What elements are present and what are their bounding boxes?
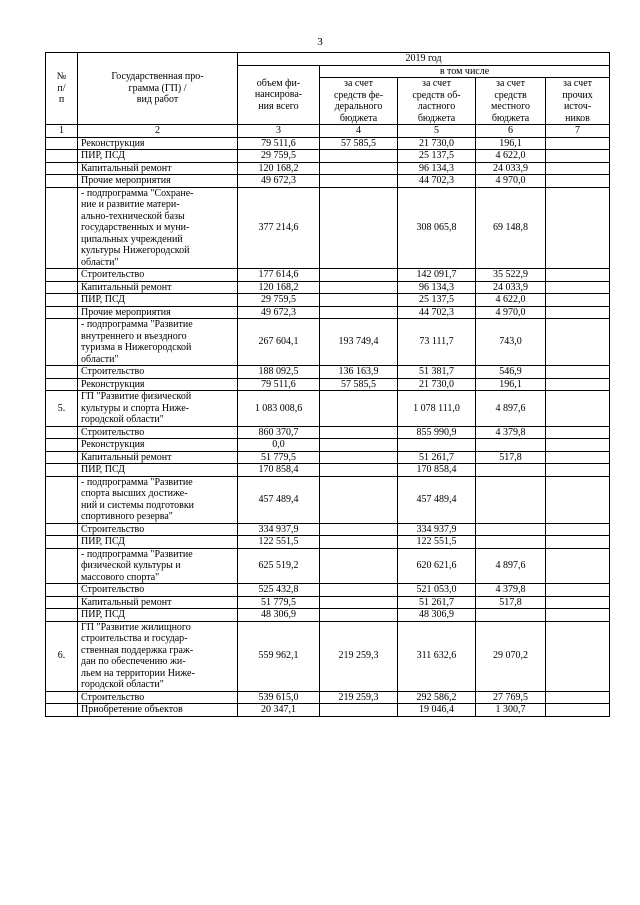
total-cell: 79 511,6 [238,378,320,391]
total-cell: 49 672,3 [238,175,320,188]
other-cell [546,150,610,163]
other-cell [546,306,610,319]
local-cell [476,439,546,452]
total-cell: 120 168,2 [238,281,320,294]
federal-cell [320,187,398,269]
regional-cell: 44 702,3 [398,175,476,188]
table-row [46,439,610,452]
federal-cell [320,704,398,717]
regional-cell: 334 937,9 [398,523,476,536]
row-number-cell [46,162,78,175]
local-cell [476,536,546,549]
local-cell: 196,1 [476,137,546,150]
total-cell: 20 347,1 [238,704,320,717]
other-cell [546,523,610,536]
total-cell: 51 779,5 [238,451,320,464]
table-row [46,523,610,536]
row-name-cell: Строительство [78,584,238,597]
other-cell [546,269,610,282]
row-name-cell: Строительство [78,426,238,439]
other-cell [546,548,610,584]
federal-cell [320,294,398,307]
row-number-cell [46,464,78,477]
total-cell: 120 168,2 [238,162,320,175]
federal-cell [320,175,398,188]
local-cell: 35 522,9 [476,269,546,282]
table-row [46,426,610,439]
total-cell: 48 306,9 [238,609,320,622]
table-row [46,609,610,622]
row-number-cell [46,691,78,704]
federal-cell [320,162,398,175]
total-cell: 122 551,5 [238,536,320,549]
federal-cell: 57 585,5 [320,378,398,391]
other-cell [546,621,610,691]
federal-cell: 136 163,9 [320,366,398,379]
table-row [46,281,610,294]
regional-cell: 96 134,3 [398,162,476,175]
header-year: 2019 год [238,53,610,66]
row-number-cell [46,366,78,379]
local-cell: 517,8 [476,596,546,609]
financing-table [45,52,610,717]
local-cell: 4 897,6 [476,391,546,427]
regional-cell: 21 730,0 [398,378,476,391]
regional-cell: 48 306,9 [398,609,476,622]
regional-cell: 170 858,4 [398,464,476,477]
row-name-cell: Строительство [78,366,238,379]
row-name-cell: - подпрограмма "Развитие внутреннего и въездного туризма в Нижегородской области" [78,319,238,366]
total-cell: 29 759,5 [238,294,320,307]
row-name-cell: Строительство [78,523,238,536]
other-cell [546,596,610,609]
other-cell [546,464,610,477]
local-cell: 24 033,9 [476,281,546,294]
local-cell: 4 379,8 [476,426,546,439]
federal-cell [320,548,398,584]
federal-cell [320,439,398,452]
col-number: 7 [546,125,610,138]
row-number-cell [46,137,78,150]
total-cell: 170 858,4 [238,464,320,477]
local-cell: 69 148,8 [476,187,546,269]
table-row [46,162,610,175]
other-cell [546,476,610,523]
regional-cell [398,439,476,452]
header-row-year [46,53,610,66]
table-row [46,319,610,366]
row-number-cell [46,150,78,163]
local-cell [476,476,546,523]
header-local: за счет средств местного бюджета [476,78,546,125]
regional-cell: 122 551,5 [398,536,476,549]
other-cell [546,704,610,717]
total-cell: 625 519,2 [238,548,320,584]
regional-cell: 21 730,0 [398,137,476,150]
local-cell: 4 897,6 [476,548,546,584]
total-cell: 51 779,5 [238,596,320,609]
other-cell [546,691,610,704]
other-cell [546,366,610,379]
header-including: в том числе [320,65,610,78]
row-name-cell: - подпрограмма "Развитие физической культуры и массового спорта" [78,548,238,584]
regional-cell: 19 046,4 [398,704,476,717]
regional-cell: 620 621,6 [398,548,476,584]
row-name-cell: Капитальный ремонт [78,451,238,464]
federal-cell [320,451,398,464]
row-number-cell [46,306,78,319]
row-number-cell [46,451,78,464]
local-cell: 4 622,0 [476,150,546,163]
federal-cell: 193 749,4 [320,319,398,366]
local-cell: 4 970,0 [476,306,546,319]
table-row [46,150,610,163]
col-number: 6 [476,125,546,138]
total-cell: 860 370,7 [238,426,320,439]
row-number-cell [46,175,78,188]
row-name-cell: Прочие мероприятия [78,306,238,319]
other-cell [546,294,610,307]
federal-cell [320,281,398,294]
table-row [46,584,610,597]
federal-cell [320,609,398,622]
row-number-cell [46,596,78,609]
other-cell [546,439,610,452]
federal-cell [320,391,398,427]
total-cell: 539 615,0 [238,691,320,704]
header-row-col-numbers [46,125,610,138]
table-row [46,691,610,704]
local-cell: 1 300,7 [476,704,546,717]
row-number-cell [46,378,78,391]
col-number: 2 [78,125,238,138]
other-cell [546,609,610,622]
col-number: 4 [320,125,398,138]
federal-cell [320,269,398,282]
federal-cell [320,584,398,597]
col-number: 1 [46,125,78,138]
regional-cell: 51 381,7 [398,366,476,379]
federal-cell: 219 259,3 [320,691,398,704]
row-name-cell: Реконструкция [78,137,238,150]
table-row [46,464,610,477]
row-name-cell: - подпрограмма "Сохране- ние и развитие матери- ально-технической базы государственных и муни- ципальных учреждений культуры Нижегородской области" [78,187,238,269]
local-cell: 546,9 [476,366,546,379]
table-row [46,378,610,391]
row-name-cell: Реконструкция [78,378,238,391]
row-number-cell [46,439,78,452]
total-cell: 334 937,9 [238,523,320,536]
total-cell: 1 083 008,6 [238,391,320,427]
table-row [46,187,610,269]
federal-cell [320,523,398,536]
other-cell [546,536,610,549]
other-cell [546,281,610,294]
regional-cell: 311 632,6 [398,621,476,691]
row-number-cell [46,281,78,294]
local-cell: 27 769,5 [476,691,546,704]
row-name-cell: - подпрограмма "Развитие спорта высших достиже- ний и системы подготовки спортивного резерва" [78,476,238,523]
row-name-cell: ГП "Развитие физической культуры и спорта Ниже- городской области" [78,391,238,427]
regional-cell: 51 261,7 [398,596,476,609]
federal-cell [320,536,398,549]
other-cell [546,584,610,597]
row-number-cell [46,523,78,536]
regional-cell: 44 702,3 [398,306,476,319]
federal-cell [320,306,398,319]
regional-cell: 292 586,2 [398,691,476,704]
regional-cell: 142 091,7 [398,269,476,282]
federal-cell: 219 259,3 [320,621,398,691]
row-number-cell [46,536,78,549]
total-cell: 377 214,6 [238,187,320,269]
table-row [46,536,610,549]
local-cell: 517,8 [476,451,546,464]
other-cell [546,137,610,150]
row-number-cell [46,294,78,307]
row-name-cell: ГП "Развитие жилищного строительства и государ- ственная поддержка граж- дан по обеспечению жи- льем на территории Ниже- городской области" [78,621,238,691]
table-row [46,704,610,717]
page-number: 3 [317,36,323,48]
row-name-cell: Реконструкция [78,439,238,452]
local-cell: 24 033,9 [476,162,546,175]
row-number-cell [46,476,78,523]
total-cell: 79 511,6 [238,137,320,150]
regional-cell: 1 078 111,0 [398,391,476,427]
regional-cell: 25 137,5 [398,150,476,163]
table-row [46,294,610,307]
row-number-cell [46,187,78,269]
total-cell: 177 614,6 [238,269,320,282]
row-number-cell [46,548,78,584]
table-row [46,596,610,609]
row-name-cell: ПИР, ПСД [78,609,238,622]
regional-cell: 96 134,3 [398,281,476,294]
other-cell [546,451,610,464]
regional-cell: 457 489,4 [398,476,476,523]
table-row [46,391,610,427]
local-cell [476,523,546,536]
table-row [46,476,610,523]
row-number-cell [46,319,78,366]
regional-cell: 73 111,7 [398,319,476,366]
row-number-cell [46,269,78,282]
row-name-cell: Капитальный ремонт [78,281,238,294]
federal-cell [320,464,398,477]
total-cell: 525 432,8 [238,584,320,597]
header-program: Государственная про- грамма (ГП) / вид работ [78,53,238,125]
regional-cell: 51 261,7 [398,451,476,464]
header-total: объем фи- нансирова- ния всего [238,65,320,125]
table-row [46,269,610,282]
local-cell: 4 970,0 [476,175,546,188]
other-cell [546,175,610,188]
row-number-cell: 6. [46,621,78,691]
total-cell: 29 759,5 [238,150,320,163]
col-number: 3 [238,125,320,138]
header-no: № п/ п [46,53,78,125]
header-federal: за счет средств фе- дерального бюджета [320,78,398,125]
federal-cell [320,426,398,439]
total-cell: 267 604,1 [238,319,320,366]
local-cell: 29 070,2 [476,621,546,691]
row-number-cell [46,704,78,717]
col-number: 5 [398,125,476,138]
federal-cell: 57 585,5 [320,137,398,150]
other-cell [546,378,610,391]
table-row [46,451,610,464]
local-cell [476,609,546,622]
table-row [46,621,610,691]
row-name-cell: ПИР, ПСД [78,150,238,163]
row-number-cell: 5. [46,391,78,427]
row-name-cell: ПИР, ПСД [78,536,238,549]
total-cell: 188 092,5 [238,366,320,379]
table-row [46,548,610,584]
row-number-cell [46,584,78,597]
federal-cell [320,596,398,609]
table-row [46,306,610,319]
total-cell: 559 962,1 [238,621,320,691]
other-cell [546,426,610,439]
federal-cell [320,476,398,523]
regional-cell: 308 065,8 [398,187,476,269]
other-cell [546,319,610,366]
row-name-cell: Строительство [78,691,238,704]
row-name-cell: ПИР, ПСД [78,294,238,307]
other-cell [546,162,610,175]
row-name-cell: ПИР, ПСД [78,464,238,477]
row-name-cell: Прочие мероприятия [78,175,238,188]
local-cell: 4 379,8 [476,584,546,597]
row-number-cell [46,609,78,622]
total-cell: 49 672,3 [238,306,320,319]
other-cell [546,391,610,427]
row-name-cell: Капитальный ремонт [78,162,238,175]
row-number-cell [46,426,78,439]
other-cell [546,187,610,269]
header-regional: за счет средств об- ластного бюджета [398,78,476,125]
table-row [46,137,610,150]
header-other: за счет прочих источ- ников [546,78,610,125]
local-cell: 196,1 [476,378,546,391]
row-name-cell: Приобретение объектов [78,704,238,717]
table-row [46,175,610,188]
row-name-cell: Капитальный ремонт [78,596,238,609]
table-body [46,137,610,716]
regional-cell: 521 053,0 [398,584,476,597]
table-row [46,366,610,379]
local-cell: 4 622,0 [476,294,546,307]
regional-cell: 25 137,5 [398,294,476,307]
total-cell: 457 489,4 [238,476,320,523]
local-cell [476,464,546,477]
row-name-cell: Строительство [78,269,238,282]
total-cell: 0,0 [238,439,320,452]
regional-cell: 855 990,9 [398,426,476,439]
federal-cell [320,150,398,163]
local-cell: 743,0 [476,319,546,366]
